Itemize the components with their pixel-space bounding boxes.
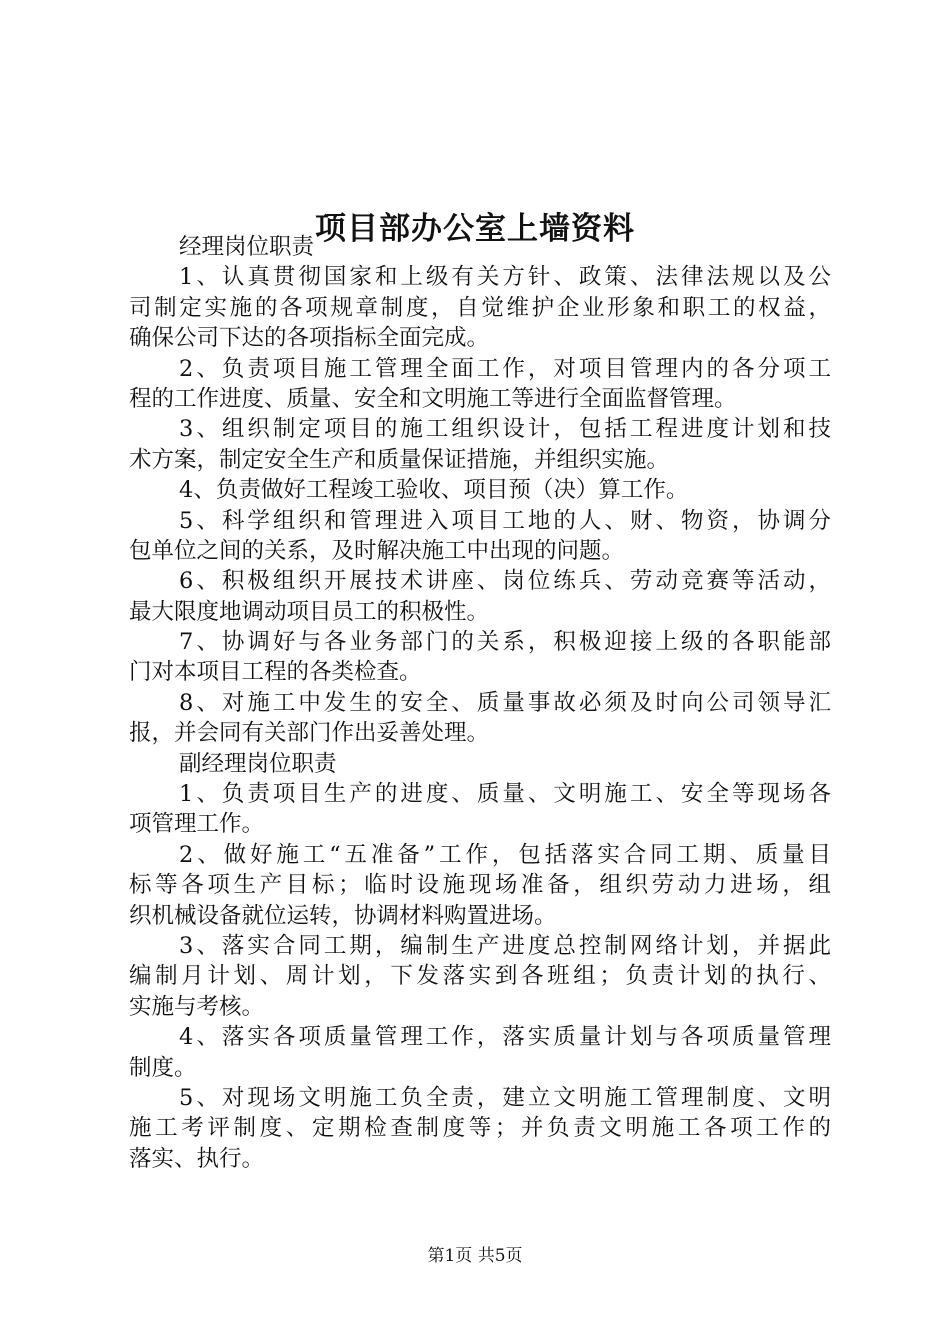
paragraph bbox=[129, 1083, 831, 1174]
paragraph bbox=[129, 414, 831, 475]
text-line: 报，并会同有关部门作出妥善处理。 bbox=[129, 720, 490, 747]
text-line: 编制月计划、周计划，下发落实到各班组；负责计划的执行、 bbox=[129, 963, 831, 990]
text-line: 4、负责做好工程竣工验收、项目预（决）算工作。 bbox=[179, 477, 689, 504]
text-line: 施工考评制度、定期检查制度等；并负责文明施工各项工作的 bbox=[129, 1115, 831, 1142]
paragraph bbox=[129, 354, 831, 415]
section-heading-manager: 经理岗位职责 bbox=[179, 234, 315, 260]
text-line: 6、积极组织开展技术讲座、岗位练兵、劳动竞赛等活动， bbox=[179, 568, 831, 595]
text-line: 1、负责项目生产的进度、质量、文明施工、安全等现场各 bbox=[179, 781, 831, 808]
document-body bbox=[129, 232, 831, 1174]
text-line: 4、落实各项质量管理工作，落实质量计划与各项质量管理 bbox=[179, 1024, 831, 1051]
text-line: 实施与考核。 bbox=[129, 993, 265, 1020]
document-title: 项目部办公室上墙资料 bbox=[315, 210, 635, 247]
text-line: 程的工作进度、质量、安全和文明施工等进行全面监督管理。 bbox=[129, 385, 737, 412]
page-footer: 第1页 共5页 bbox=[427, 1246, 523, 1266]
text-line: 司制定实施的各项规章制度，自觉维护企业形象和职工的权益， bbox=[129, 294, 831, 321]
text-line: 项管理工作。 bbox=[129, 811, 265, 838]
text-line: 标等各项生产目标；临时设施现场准备，组织劳动力进场，组 bbox=[129, 872, 831, 899]
text-line: 最大限度地调动项目员工的积极性。 bbox=[129, 598, 490, 625]
paragraph bbox=[129, 475, 831, 505]
text-line: 3、落实合同工期，编制生产进度总控制网络计划，并据此 bbox=[179, 932, 831, 959]
text-line: 5、科学组织和管理进入项目工地的人、财、物资，协调分 bbox=[179, 507, 831, 534]
paragraph bbox=[129, 840, 831, 931]
text-line: 门对本项目工程的各类检查。 bbox=[129, 659, 422, 686]
text-line: 7、协调好与各业务部门的关系，积极迎接上级的各职能部 bbox=[179, 629, 831, 656]
text-line: 1、认真贯彻国家和上级有关方针、政策、法律法规以及公 bbox=[179, 264, 831, 291]
text-line: 确保公司下达的各项指标全面完成。 bbox=[129, 325, 490, 352]
text-line: 织机械设备就位运转，协调材料购置进场。 bbox=[129, 902, 557, 929]
section-heading-deputy-manager: 副经理岗位职责 bbox=[179, 750, 337, 777]
text-line: 2、做好施工“五准备”工作，包括落实合同工期、质量目 bbox=[179, 841, 831, 868]
paragraph bbox=[129, 931, 831, 1022]
text-line: 3、组织制定项目的施工组织设计，包括工程进度计划和技 bbox=[179, 416, 831, 443]
paragraph bbox=[129, 627, 831, 688]
paragraph bbox=[129, 1022, 831, 1083]
text-line: 8、对施工中发生的安全、质量事故必须及时向公司领导汇 bbox=[179, 689, 831, 716]
text-line: 2、负责项目施工管理全面工作，对项目管理内的各分项工 bbox=[179, 355, 831, 382]
text-line: 落实、执行。 bbox=[129, 1145, 265, 1172]
text-line: 5、对现场文明施工负全责，建立文明施工管理制度、文明 bbox=[179, 1084, 831, 1111]
paragraph bbox=[129, 506, 831, 567]
paragraph bbox=[129, 566, 831, 627]
text-line: 制度。 bbox=[129, 1054, 197, 1081]
paragraph bbox=[129, 262, 831, 353]
text-line: 包单位之间的关系，及时解决施工中出现的问题。 bbox=[129, 537, 625, 564]
text-line: 术方案，制定安全生产和质量保证措施，并组织实施。 bbox=[129, 446, 670, 473]
paragraph bbox=[129, 779, 831, 840]
paragraph bbox=[129, 688, 831, 749]
